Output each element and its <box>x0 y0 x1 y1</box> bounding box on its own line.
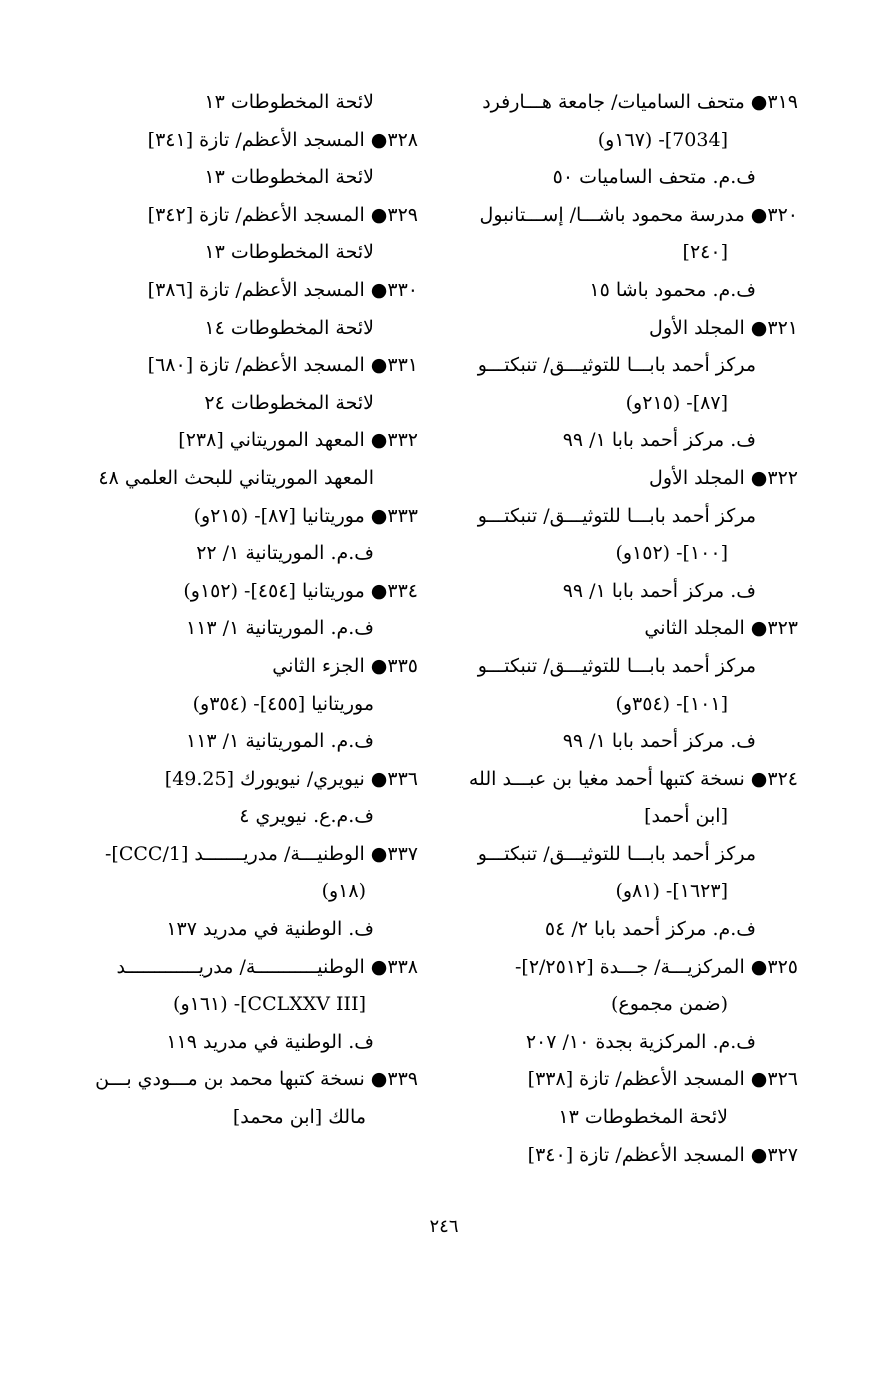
left-column-line: ٣٣١● المسجد الأعظم/ تازة [٦٨٠] <box>147 354 418 377</box>
left-column-line: ٣٣٩● نسخة كتبها محمد بن مـــودي بـــن <box>95 1068 418 1091</box>
left-column-line: ٣٣٤● موريتانيا [٤٥٤]- (١٥٢و) <box>183 579 418 602</box>
left-column-line: ٣٣٢● المعهد الموريتاني [٢٣٨] <box>178 429 418 452</box>
left-column <box>60 84 418 1137</box>
right-column-line: ٣٢٦● المسجد الأعظم/ تازة [٣٣٨] <box>527 1068 798 1091</box>
left-column-line: لائحة المخطوطات ١٣ <box>204 166 374 189</box>
right-column-line: ف.م. متحف الساميات ٥٠ <box>552 166 756 189</box>
left-column-line: ٣٣٦● نيويري/ نيويورك [49.25] <box>164 767 418 790</box>
left-column-line: لائحة المخطوطات ١٣ <box>204 241 374 264</box>
left-column-line: ف.م. الموريتانية ١/ ١١٣ <box>186 730 374 753</box>
left-column-line: ٣٣٥● الجزء الثاني <box>272 654 418 677</box>
right-column-line: مركز أحمد بابـــا للتوثيـــق/ تنبكتـــو <box>477 354 756 377</box>
left-column-line: موريتانيا [٤٥٥]- (٣٥٤و) <box>192 692 374 715</box>
left-column-line: ٣٣٧● الوطنيـــة/ مدريـــــــد [CCC/1]- <box>105 842 418 865</box>
left-column-line: ٣٢٨● المسجد الأعظم/ تازة [٣٤١] <box>147 128 418 151</box>
left-column-line: ف. الوطنية في مدريد ١٣٧ <box>166 918 374 941</box>
left-column-line: ٣٣٠● المسجد الأعظم/ تازة [٣٨٦] <box>147 278 418 301</box>
right-column-line: [٨٧]- (٢١٥و) <box>625 391 728 414</box>
right-column-line: ٣٢١● المجلد الأول <box>649 316 798 339</box>
left-column-line: ف.م. الموريتانية ١/ ١١٣ <box>186 617 374 640</box>
right-column-line: ٣١٩● متحف الساميات/ جامعة هـــارفرد <box>482 91 798 113</box>
right-column-line: ٣٢٣● المجلد الثاني <box>644 617 798 640</box>
right-column-line: [7034]- (١٦٧و) <box>597 128 728 151</box>
right-column-line: ٣٢٤● نسخة كتبها أحمد مغيا بن عبـــد الله <box>468 767 798 790</box>
left-column-line: ٣٣٨● الوطنيـــــــــــة/ مدريـــــــــــــد <box>116 955 418 978</box>
left-column-line: (١٨و) <box>321 880 366 903</box>
left-column-line: ف.م.ع. نيويري ٤ <box>239 805 374 828</box>
left-column-line: ٣٢٩● المسجد الأعظم/ تازة [٣٤٢] <box>147 203 418 226</box>
left-column-line: لائحة المخطوطات ١٤ <box>204 316 374 339</box>
right-column-line: ف. مركز أحمد بابا ١/ ٩٩ <box>562 730 756 753</box>
left-column-line: لائحة المخطوطات ١٣ <box>204 91 374 113</box>
page-number: ٢٤٦ <box>429 1216 459 1237</box>
right-column-line: (ضمن مجموع) <box>610 993 728 1016</box>
left-column-line: لائحة المخطوطات ٢٤ <box>204 391 374 414</box>
right-column-line: مركز أحمد بابـــا للتوثيـــق/ تنبكتـــو <box>477 654 756 677</box>
right-column-line: ٣٢٢● المجلد الأول <box>649 466 798 489</box>
left-column-line: ف.م. الموريتانية ١/ ٢٢ <box>196 542 374 565</box>
right-column-line: [١٠١]- (٣٥٤و) <box>615 692 728 715</box>
right-column-line: [١٦٢٣]- (٨١و) <box>615 880 728 903</box>
right-column-line: ف. مركز أحمد بابا ١/ ٩٩ <box>562 429 756 452</box>
left-column-line: ف. الوطنية في مدريد ١١٩ <box>166 1030 374 1053</box>
right-column-line: ٣٢٠● مدرسة محمود باشـــا/ إســـتانبول <box>479 203 798 226</box>
right-column <box>450 84 798 1174</box>
right-column-line: ٣٢٥● المركزيـــة/ جـــدة [٢/٢٥١٢]- <box>514 955 798 978</box>
right-column-line: ف.م. المركزية بجدة ١٠/ ٢٠٧ <box>525 1030 756 1053</box>
right-column-line: لائحة المخطوطات ١٣ <box>558 1106 728 1129</box>
left-column-line: المعهد الموريتاني للبحث العلمي ٤٨ <box>98 466 374 489</box>
left-column-line: ٣٣٣● موريتانيا [٨٧]- (٢١٥و) <box>193 504 418 527</box>
left-column-line: [CCLXXV III]- (١٦١و) <box>173 993 366 1016</box>
right-column-line: [ابن أحمد] <box>644 805 728 828</box>
right-column-line: ٣٢٧● المسجد الأعظم/ تازة [٣٤٠] <box>527 1143 798 1166</box>
right-column-line: مركز أحمد بابـــا للتوثيـــق/ تنبكتـــو <box>477 842 756 865</box>
left-column-line: مالك [ابن محمد] <box>232 1106 366 1129</box>
right-column-line: [١٠٠]- (١٥٢و) <box>615 542 728 565</box>
right-column-line: ف. مركز أحمد بابا ١/ ٩٩ <box>562 579 756 602</box>
right-column-line: مركز أحمد بابـــا للتوثيـــق/ تنبكتـــو <box>477 504 756 527</box>
right-column-line: ف.م. مركز أحمد بابا ٢/ ٥٤ <box>544 918 756 941</box>
right-column-line: ف.م. محمود باشا ١٥ <box>589 278 756 301</box>
right-column-line: [٢٤٠] <box>682 241 728 264</box>
